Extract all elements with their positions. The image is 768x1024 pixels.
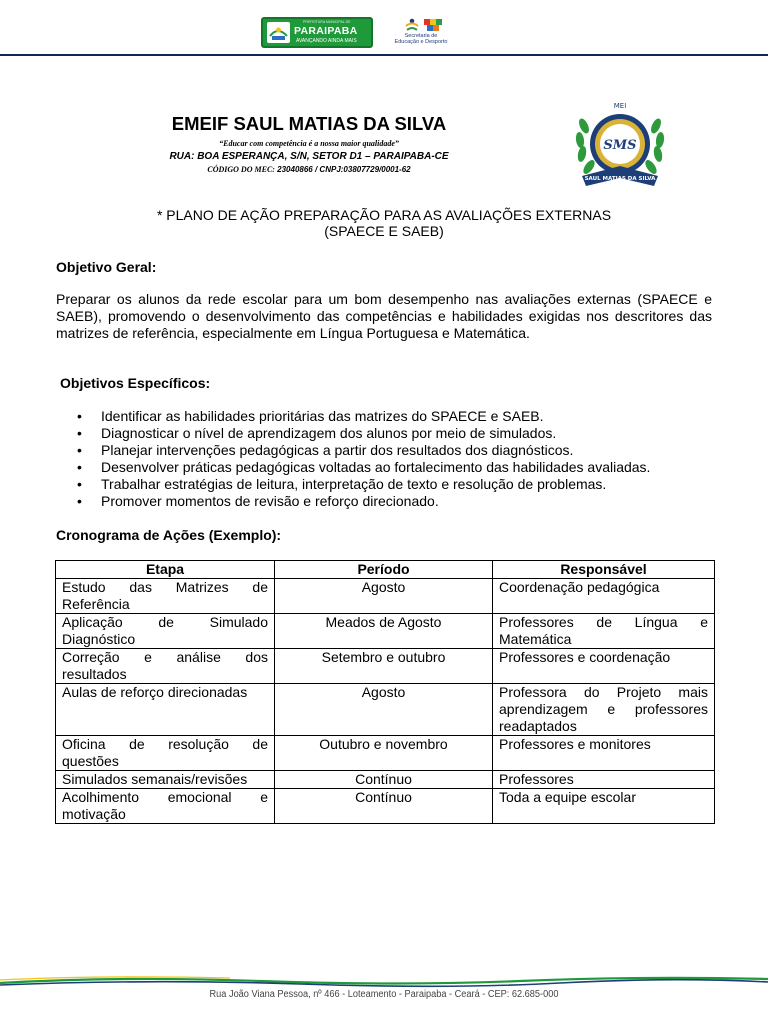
- secretariat-line-1: Secretaria de: [404, 33, 438, 39]
- plan-title-line-1: * PLANO DE AÇÃO PREPARAÇÃO PARA AS AVALIAÇÕES EXTERNAS: [156, 207, 612, 223]
- table-row: [56, 736, 715, 771]
- stage-cell: Correção e análise dos resultados: [56, 649, 275, 684]
- secretariat-line-2: Educação e Desporto: [394, 39, 448, 45]
- paraipaba-logo-slogan: AVANÇANDO AINDA MAIS: [296, 38, 357, 44]
- responsible-cell: Coordenação pedagógica: [493, 579, 715, 614]
- secretariat-logo: [388, 16, 454, 48]
- stage-cell: Aulas de reforço direcionadas: [56, 684, 275, 736]
- bullet-icon: •: [77, 476, 82, 492]
- crest-top-text: MEI: [613, 102, 627, 110]
- table-row: [56, 649, 715, 684]
- responsible-cell: Professores e coordenação: [493, 649, 715, 684]
- table-header-row: [56, 561, 715, 579]
- specific-objectives-heading: Objetivos Específicos:: [60, 375, 211, 391]
- column-header-responsible: Responsável: [493, 561, 715, 579]
- period-cell: Meados de Agosto: [275, 614, 493, 649]
- period-cell: Contínuo: [275, 789, 493, 824]
- plan-title-line-2: (SPAECE E SAEB): [324, 223, 444, 239]
- specific-objectives-list: [56, 408, 756, 510]
- column-header-stage: Etapa: [56, 561, 275, 579]
- general-objective-heading: Objetivo Geral:: [56, 259, 157, 275]
- stage-cell: Acolhimento emocional e motivação: [56, 789, 275, 824]
- list-item: • Diagnosticar o nível de aprendizagem dos alunos por meio de simulados.: [77, 425, 557, 441]
- table-row: [56, 789, 715, 824]
- list-item: • Planejar intervenções pedagógicas a partir dos resultados dos diagnósticos.: [77, 442, 574, 458]
- responsible-cell: Toda a equipe escolar: [493, 789, 715, 824]
- stage-cell: Simulados semanais/revisões: [56, 771, 275, 789]
- bullet-icon: •: [77, 493, 82, 509]
- mec-label: CÓDIGO DO MEC:: [207, 165, 275, 174]
- secretariat-mark-icon: [398, 17, 446, 33]
- paraipaba-logo: [261, 17, 373, 48]
- paraipaba-logo-name: PARAIPABA: [294, 25, 358, 37]
- list-item: • Promover momentos de revisão e reforço direcionado.: [77, 493, 439, 509]
- general-objective-text: Preparar os alunos da rede escolar para um bom desempenho nas avaliações externas (SPAECE e SAEB), promovendo o desenvolvimento das competências e habilidades exigidas nos descritores das matrizes de referência, especialmente em Língua Portuguesa e Matemática.: [56, 291, 712, 341]
- school-name: EMEIF SAUL MATIAS DA SILVA: [171, 113, 447, 134]
- period-cell: Agosto: [275, 684, 493, 736]
- responsible-cell: Professora do Projeto mais aprendizagem e professores readaptados: [493, 684, 715, 736]
- list-item: • Desenvolver práticas pedagógicas voltadas ao fortalecimento das habilidades avaliadas.: [77, 459, 651, 475]
- school-crest-icon: [570, 96, 670, 194]
- list-item: • Identificar as habilidades prioritárias das matrizes do SPAECE e SAEB.: [77, 408, 544, 424]
- bullet-icon: •: [77, 442, 82, 458]
- school-address: RUA: BOA ESPERANÇA, S/N, SETOR D1 – PARAIPABA-CE: [169, 151, 449, 162]
- schedule-table: [55, 560, 715, 824]
- schedule-heading: Cronograma de Ações (Exemplo):: [56, 527, 282, 543]
- crest-monogram: SMS: [603, 138, 637, 153]
- table-row: [56, 579, 715, 614]
- bullet-icon: •: [77, 459, 82, 475]
- stage-cell: Aplicação de Simulado Diagnóstico: [56, 614, 275, 649]
- table-row: [56, 684, 715, 736]
- responsible-cell: Professores de Língua e Matemática: [493, 614, 715, 649]
- school-motto: “Educar com competência é a nossa maior qualidade”: [219, 139, 399, 148]
- bullet-icon: •: [77, 425, 82, 441]
- table-row: [56, 614, 715, 649]
- period-cell: Outubro e novembro: [275, 736, 493, 771]
- paraipaba-logo-top-text: PREFEITURA MUNICIPAL DE: [303, 20, 351, 24]
- table-row: [56, 771, 715, 789]
- responsible-cell: Professores: [493, 771, 715, 789]
- municipal-emblem-icon: [267, 22, 290, 43]
- list-item: • Trabalhar estratégias de leitura, interpretação de texto e resolução de problemas.: [77, 476, 607, 492]
- crest-banner-text: SAUL MATIAS DA SILVA: [584, 176, 656, 182]
- school-mec-code: [150, 165, 468, 174]
- footer-address: Rua João Viana Pessoa, nº 466 - Loteamento - Paraipaba - Ceará - CEP: 62.685-000: [209, 989, 559, 1000]
- period-cell: Agosto: [275, 579, 493, 614]
- column-header-period: Período: [275, 561, 493, 579]
- bullet-icon: •: [77, 408, 82, 424]
- stage-cell: Estudo das Matrizes de Referência: [56, 579, 275, 614]
- period-cell: Setembro e outubro: [275, 649, 493, 684]
- stage-cell: Oficina de resolução de questões: [56, 736, 275, 771]
- responsible-cell: Professores e monitores: [493, 736, 715, 771]
- mec-value: 23040866 / CNPJ:03807729/0001-62: [274, 165, 411, 174]
- period-cell: Contínuo: [275, 771, 493, 789]
